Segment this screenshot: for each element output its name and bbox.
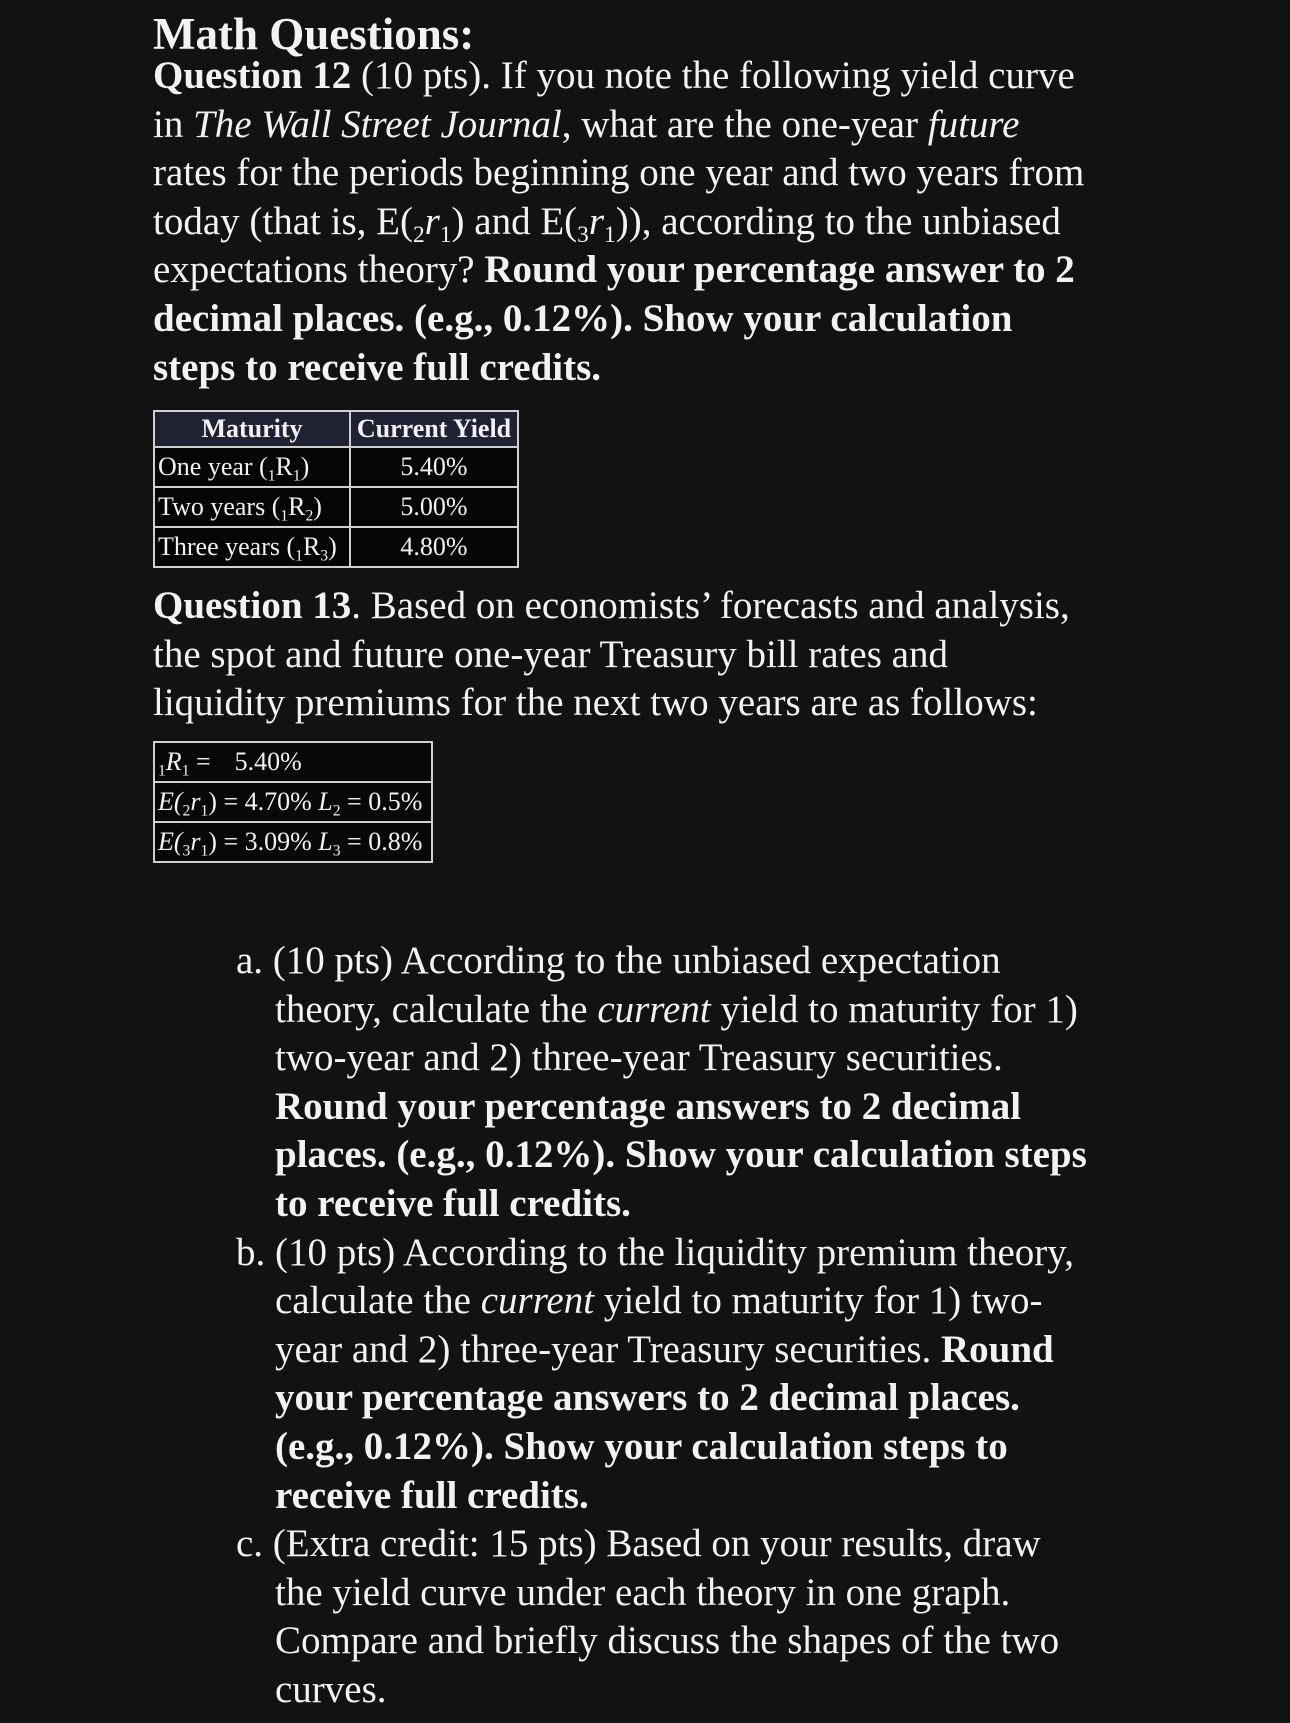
forward-rate-cell: $E(_3r_1) = 3.09\%$ $L_3 = 0.8\%$ <box>154 822 432 862</box>
question-13 <box>153 582 1070 728</box>
question-12 <box>153 52 1084 392</box>
text-line <box>236 1666 1087 1715</box>
text-segment: 3 <box>577 221 589 248</box>
text-segment: Compare and briefly discuss the shapes of the two <box>275 1619 1060 1663</box>
text-segment: the spot and future one-year Treasury bill rates and <box>153 632 948 676</box>
question-13-parts <box>236 937 1087 1715</box>
text-line <box>236 1617 1087 1666</box>
text-line <box>153 149 1084 198</box>
text-line <box>153 101 1084 150</box>
text-line <box>236 1374 1087 1423</box>
text-segment: Question 13 <box>153 584 352 627</box>
table-header-row <box>154 411 518 447</box>
maturity-cell: Three years $(_1R_3)$ <box>154 527 350 567</box>
text-line <box>236 986 1087 1035</box>
text-line <box>153 295 1084 344</box>
maturity-cell: Two years $(_1R_2)$ <box>154 487 350 527</box>
text-segment: current <box>480 1279 595 1323</box>
table-row <box>154 782 432 822</box>
header-current-yield: Current Yield <box>350 411 518 447</box>
text-line <box>236 1569 1087 1618</box>
text-segment: the yield curve under each theory in one graph. <box>275 1570 1011 1614</box>
text-segment: calculate the <box>275 1279 481 1323</box>
text-line <box>236 1520 1087 1569</box>
text-segment: today (that is, E( <box>153 199 413 243</box>
yield-cell: 4.80% <box>350 527 518 567</box>
text-line <box>236 1083 1087 1132</box>
text-segment: . Based on economists’ forecasts and analysis, <box>351 584 1070 627</box>
text-segment: two-year and 2) three-year Treasury securities. <box>275 1036 1003 1080</box>
spot-rate-cell: $_1R_1 = 5.40\%$ <box>154 742 432 782</box>
text-segment: your percentage answers to 2 decimal places. <box>275 1376 1020 1420</box>
maturity-cell: One year $(_1R_1)$ <box>154 447 350 487</box>
text-segment: Round <box>941 1327 1054 1371</box>
text-segment: in <box>153 102 194 146</box>
text-segment: rates for the periods beginning one year and two years from <box>153 151 1085 195</box>
text-line <box>153 582 1070 631</box>
part-b <box>236 1229 1087 1521</box>
rates-table <box>153 741 433 863</box>
text-segment: current <box>597 987 711 1031</box>
text-segment: ) and E( <box>451 199 578 243</box>
text-segment: future <box>927 102 1020 146</box>
text-segment: year and 2) three-year Treasury securities. <box>275 1327 941 1371</box>
text-line <box>236 1180 1087 1229</box>
text-segment: Round your percentage answers to 2 decimal <box>275 1084 1022 1128</box>
text-segment: b. (10 pts) According to the liquidity premium theory, <box>236 1230 1075 1274</box>
text-line <box>236 1423 1087 1472</box>
text-segment: 1 <box>439 221 452 248</box>
text-line <box>236 1326 1087 1375</box>
text-line <box>153 246 1084 295</box>
text-segment: theory, calculate the <box>275 987 598 1031</box>
text-segment: (e.g., 0.12%). Show your calculation steps to <box>275 1424 1008 1468</box>
text-segment: yield to maturity for 1) two- <box>594 1279 1043 1323</box>
header-maturity: Maturity <box>154 411 350 447</box>
text-segment: steps to receive full credits. <box>153 345 602 389</box>
text-segment: , what are the one-year <box>561 102 928 146</box>
text-line <box>236 1229 1087 1278</box>
text-segment: Question 12 <box>153 54 352 97</box>
text-segment: The Wall Street Journal <box>193 102 562 146</box>
text-segment: expectations theory? <box>153 248 485 292</box>
forward-rate-cell: $E(_2r_1) = 4.70\%$ $L_2 = 0.5\%$ <box>154 782 432 822</box>
table-row <box>154 822 432 862</box>
text-segment: r <box>424 199 440 243</box>
text-segment: 2 <box>412 221 425 248</box>
page-title: Math Questions: <box>153 9 475 59</box>
yield-curve-table <box>153 410 519 568</box>
text-segment: liquidity premiums for the next two years are as follows: <box>153 681 1038 725</box>
text-line <box>236 937 1087 986</box>
table-row <box>154 742 432 782</box>
text-segment: Round your percentage answer to 2 <box>484 248 1075 292</box>
text-line <box>153 631 1070 680</box>
text-line <box>236 1131 1087 1180</box>
text-segment: c. (Extra credit: 15 pts) Based on your results, draw <box>236 1522 1041 1566</box>
table-row <box>154 447 518 487</box>
text-segment: a. (10 pts) According to the unbiased expectation <box>236 939 1001 982</box>
part-a <box>236 937 1087 1229</box>
text-segment: decimal places. (e.g., 0.12%). Show your calculation <box>153 296 1013 340</box>
text-segment: places. (e.g., 0.12%). Show your calculation steps <box>275 1133 1087 1177</box>
text-segment: curves. <box>275 1667 387 1711</box>
text-line <box>153 344 1084 393</box>
text-line <box>153 679 1070 728</box>
yield-cell: 5.00% <box>350 487 518 527</box>
table-row <box>154 487 518 527</box>
text-segment: (10 pts). If you note the following yield curve <box>351 54 1075 97</box>
text-line <box>236 1472 1087 1521</box>
text-segment: receive full credits. <box>275 1473 589 1517</box>
text-line <box>153 198 1084 247</box>
yield-cell: 5.40% <box>350 447 518 487</box>
text-segment: yield to maturity for 1) <box>710 987 1078 1031</box>
text-segment: 1 <box>604 221 616 248</box>
text-segment: r <box>588 199 605 243</box>
text-segment: to receive full credits. <box>275 1181 631 1225</box>
text-line <box>236 1277 1087 1326</box>
text-segment: )), according to the unbiased <box>615 199 1061 243</box>
text-line <box>153 52 1084 101</box>
part-c <box>236 1520 1087 1714</box>
table-row <box>154 527 518 567</box>
text-line <box>236 1034 1087 1083</box>
